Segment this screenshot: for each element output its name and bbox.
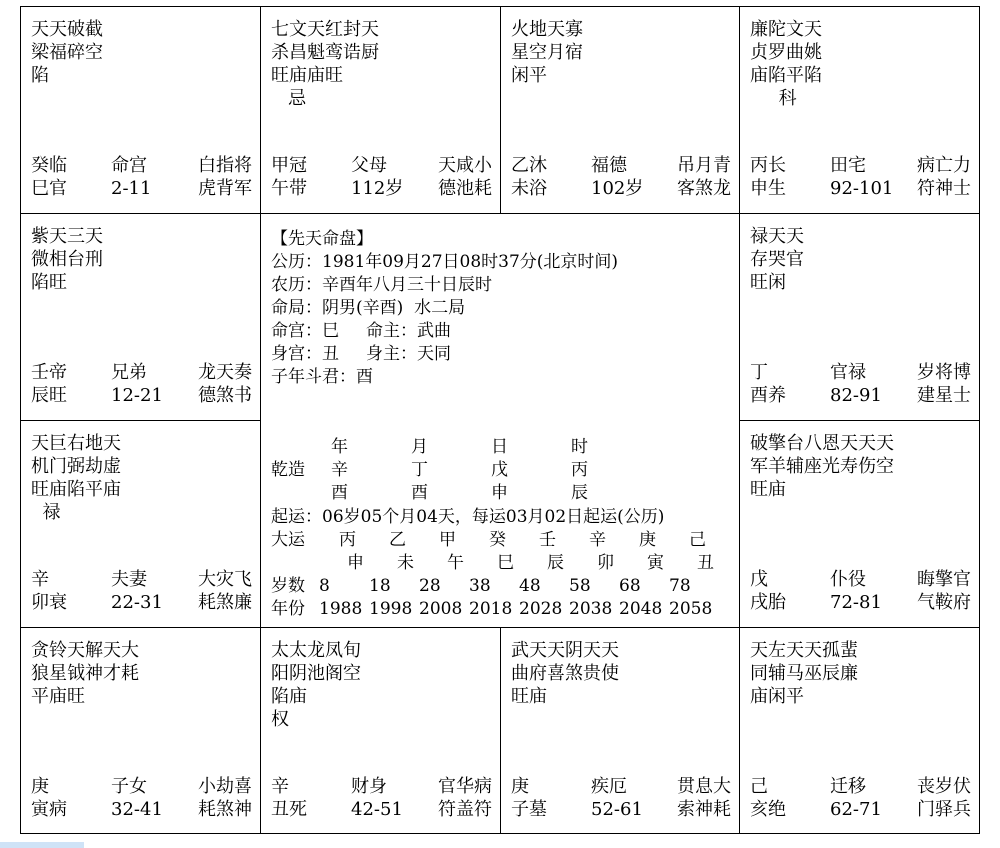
palace-minor-star: 丁 — [750, 362, 768, 383]
palace-name: 迁移 — [830, 776, 866, 797]
palace-star-line: 军羊辅座光寿伤空 — [750, 456, 894, 477]
palace-minor-star: 贯息大 — [677, 776, 731, 797]
palace-star-line: 旺庙陷平庙 — [31, 479, 121, 500]
palace-chou — [261, 628, 500, 833]
bazi-header: 时 — [571, 437, 588, 457]
palace-name: 官禄 — [830, 362, 866, 383]
dayun-dayun_branches: 寅 — [647, 553, 664, 573]
palace-star-line: 旺庙 — [750, 479, 786, 500]
center-panel — [261, 214, 739, 627]
palace-name: 夫妻 — [111, 569, 147, 590]
palace-minor-star: 病亡力 — [917, 155, 971, 176]
dayun-ages: 58 — [569, 576, 591, 596]
palace-star-line: 闲平 — [511, 65, 547, 86]
palace-you — [740, 214, 979, 420]
zinian-doujun: 子年斗君：酉 — [271, 367, 373, 387]
palace-name: 财身 — [351, 776, 387, 797]
palace-minor-star: 戌胎 — [750, 592, 786, 613]
bazi-stem: 辛 — [331, 460, 348, 480]
bazi-header: 日 — [491, 437, 508, 457]
dayun-ages: 8 — [319, 576, 330, 596]
palace-minor-star: 德池耗 — [438, 178, 492, 199]
palace-name: 福德 — [591, 155, 627, 176]
palace-minor-star: 子墓 — [511, 799, 547, 820]
palace-star-line: 存哭官 — [750, 249, 804, 270]
dayun-years: 2048 — [619, 599, 663, 619]
palace-minor-star: 庚 — [511, 776, 529, 797]
palace-minor-star: 白指将 — [198, 155, 252, 176]
dayun-years: 1998 — [369, 599, 413, 619]
dayun-dayun_branches: 申 — [347, 553, 364, 573]
dayun-ages: 78 — [669, 576, 691, 596]
palace-minor-star: 耗煞神 — [198, 799, 252, 820]
dayun-years: 2058 — [669, 599, 713, 619]
palace-minor-star: 乙沐 — [511, 155, 547, 176]
palace-minor-star: 丧岁伏 — [917, 776, 971, 797]
palace-wei — [501, 7, 739, 213]
palace-star-line: 陷旺 — [31, 272, 67, 293]
palace-star-line: 贞罗曲姚 — [750, 42, 822, 63]
palace-minor-star: 庚 — [31, 776, 49, 797]
palace-minor-star: 巳官 — [31, 178, 67, 199]
palace-minor-star: 寅病 — [31, 799, 67, 820]
palace-star-line: 天左天天孤蜚 — [750, 640, 858, 661]
palace-star-line: 微相台刑 — [31, 249, 103, 270]
palace-star-line: 旺庙 — [511, 686, 547, 707]
palace-star-line: 科 — [750, 88, 797, 109]
palace-minor-star: 晦擎官 — [917, 569, 971, 590]
minggong: 命宫：巳 命主：武曲 — [271, 321, 452, 341]
palace-xu — [740, 421, 979, 627]
palace-minor-star: 辰旺 — [31, 385, 67, 406]
palace-range: 112岁 — [351, 178, 404, 199]
dayun-dayun_branches: 未 — [397, 553, 414, 573]
dayun-dayun_stems: 庚 — [639, 530, 656, 550]
palace-minor-star: 虎背军 — [198, 178, 252, 199]
palace-star-line: 忌 — [271, 88, 307, 109]
palace-star-line: 陷庙 — [271, 686, 307, 707]
ziwei-chart — [20, 6, 980, 834]
palace-minor-star: 小劫喜 — [198, 776, 252, 797]
palace-star-line: 天天破截 — [31, 19, 103, 40]
palace-star-line: 太太龙凤旬 — [271, 640, 361, 661]
age-label: 岁数 — [271, 576, 305, 596]
palace-name: 仆役 — [830, 569, 866, 590]
mingju: 命局：阴男(辛酉) 水二局 — [271, 298, 466, 318]
palace-star-line: 庙闲平 — [750, 686, 804, 707]
palace-minor-star: 辛 — [271, 776, 289, 797]
palace-minor-star: 天咸小 — [438, 155, 492, 176]
bazi-stem: 戊 — [491, 460, 508, 480]
palace-minor-star: 龙天奏 — [198, 362, 252, 383]
palace-name: 子女 — [111, 776, 147, 797]
palace-minor-star: 己 — [750, 776, 768, 797]
palace-range: 52-61 — [591, 799, 643, 820]
palace-minor-star: 辛 — [31, 569, 49, 590]
palace-star-line: 禄天天 — [750, 226, 804, 247]
dayun-dayun_branches: 卯 — [597, 553, 614, 573]
palace-star-line: 星空月宿 — [511, 42, 583, 63]
bazi-header: 年 — [331, 437, 348, 457]
dayun-years: 2038 — [569, 599, 613, 619]
palace-star-line: 曲府喜煞贵使 — [511, 663, 619, 684]
dayun-label: 大运 — [271, 530, 305, 550]
palace-star-line: 平庙旺 — [31, 686, 85, 707]
palace-minor-star: 客煞龙 — [677, 178, 731, 199]
palace-range: 32-41 — [111, 799, 163, 820]
palace-star-line: 火地天寡 — [511, 19, 583, 40]
dayun-dayun_stems: 癸 — [489, 530, 506, 550]
palace-minor-star: 符盖符 — [438, 799, 492, 820]
gongli: 公历：1981年09月27日08时37分(北京时间) — [271, 252, 619, 272]
palace-minor-star: 丙长 — [750, 155, 786, 176]
nongli: 农历：辛酉年八月三十日辰时 — [271, 275, 492, 295]
dayun-ages: 18 — [369, 576, 391, 596]
palace-star-line: 禄 — [31, 502, 61, 523]
dayun-dayun_stems: 丙 — [339, 530, 356, 550]
palace-range: 42-51 — [351, 799, 403, 820]
bazi-branche: 辰 — [571, 483, 588, 503]
palace-star-line: 杀昌魁鸾诰厨 — [271, 42, 379, 63]
palace-shen — [740, 7, 979, 213]
palace-name: 疾厄 — [591, 776, 627, 797]
palace-star-line: 同辅马巫辰廉 — [750, 663, 858, 684]
dayun-years: 2008 — [419, 599, 463, 619]
palace-minor-star: 午带 — [271, 178, 307, 199]
bazi-branche: 酉 — [411, 483, 428, 503]
palace-minor-star: 甲冠 — [271, 155, 307, 176]
palace-range: 22-31 — [111, 592, 163, 613]
palace-star-line: 破擎台八恩天天天 — [750, 433, 894, 454]
palace-star-line: 贪铃天解天大 — [31, 640, 139, 661]
shengong: 身宫：丑 身主：天同 — [271, 344, 452, 364]
palace-range: 62-71 — [830, 799, 882, 820]
palace-range: 12-21 — [111, 385, 163, 406]
dayun-years: 1988 — [319, 599, 363, 619]
palace-minor-star: 未浴 — [511, 178, 547, 199]
palace-minor-star: 建星士 — [917, 385, 971, 406]
palace-minor-star: 亥绝 — [750, 799, 786, 820]
palace-minor-star: 岁将博 — [917, 362, 971, 383]
palace-minor-star: 官华病 — [438, 776, 492, 797]
dayun-dayun_branches: 巳 — [497, 553, 514, 573]
palace-minor-star: 吊月青 — [677, 155, 731, 176]
palace-star-line: 天巨右地天 — [31, 433, 121, 454]
palace-minor-star: 丑死 — [271, 799, 307, 820]
palace-star-line: 阳阴池阁空 — [271, 663, 361, 684]
palace-minor-star: 壬帝 — [31, 362, 67, 383]
palace-range: 72-81 — [830, 592, 882, 613]
palace-yin — [21, 628, 260, 833]
bazi-branche: 酉 — [331, 483, 348, 503]
palace-minor-star: 耗煞廉 — [198, 592, 252, 613]
palace-name: 命宫 — [111, 155, 147, 176]
palace-star-line: 廉陀文天 — [750, 19, 822, 40]
palace-minor-star: 卯衰 — [31, 592, 67, 613]
palace-range: 2-11 — [111, 178, 152, 199]
dayun-dayun_branches: 午 — [447, 553, 464, 573]
dayun-dayun_branches: 辰 — [547, 553, 564, 573]
palace-star-line: 梁福碎空 — [31, 42, 103, 63]
palace-star-line: 武天天阴天天 — [511, 640, 619, 661]
palace-name: 父母 — [351, 155, 387, 176]
dayun-dayun_stems: 壬 — [539, 530, 556, 550]
bottom-scroll-tab — [0, 842, 84, 848]
palace-minor-star: 戊 — [750, 569, 768, 590]
palace-minor-star: 申生 — [750, 178, 786, 199]
palace-range: 102岁 — [591, 178, 644, 199]
bazi-label: 乾造 — [271, 460, 305, 480]
palace-hai — [740, 628, 979, 833]
palace-star-line: 庙陷平陷 — [750, 65, 822, 86]
dayun-years: 2018 — [469, 599, 513, 619]
dayun-ages: 28 — [419, 576, 441, 596]
palace-star-line: 旺庙庙旺 — [271, 65, 343, 86]
palace-range: 92-101 — [830, 178, 894, 199]
palace-star-line: 机门弼劫虚 — [31, 456, 121, 477]
palace-star-line: 陷 — [31, 65, 49, 86]
palace-mao — [21, 421, 260, 627]
palace-minor-star: 德煞书 — [198, 385, 252, 406]
dayun-dayun_stems: 己 — [689, 530, 706, 550]
bazi-header: 月 — [411, 437, 428, 457]
palace-star-line: 权 — [271, 709, 289, 730]
palace-minor-star: 门驿兵 — [917, 799, 971, 820]
palace-wu — [261, 7, 500, 213]
dayun-ages: 68 — [619, 576, 641, 596]
palace-name: 田宅 — [830, 155, 866, 176]
bazi-branche: 申 — [491, 483, 508, 503]
dayun-dayun_stems: 乙 — [389, 530, 406, 550]
dayun-dayun_branches: 丑 — [697, 553, 714, 573]
palace-si — [21, 7, 260, 213]
palace-star-line: 七文天红封天 — [271, 19, 379, 40]
palace-star-line: 狼星钺神才耗 — [31, 663, 139, 684]
dayun-ages: 48 — [519, 576, 541, 596]
palace-star-line: 紫天三天 — [31, 226, 103, 247]
year-label: 年份 — [271, 599, 305, 619]
bazi-stem: 丁 — [411, 460, 428, 480]
dayun-dayun_stems: 辛 — [589, 530, 606, 550]
qiyun: 起运：06岁05个月04天，每运03月02日起运(公历) — [271, 507, 665, 527]
center-title: 【先天命盘】 — [271, 229, 373, 249]
palace-name: 兄弟 — [111, 362, 147, 383]
palace-star-line: 旺闲 — [750, 272, 786, 293]
palace-minor-star: 酉养 — [750, 385, 786, 406]
palace-minor-star: 大灾飞 — [198, 569, 252, 590]
palace-range: 82-91 — [830, 385, 882, 406]
palace-minor-star: 索神耗 — [677, 799, 731, 820]
palace-minor-star: 符神士 — [917, 178, 971, 199]
bazi-stem: 丙 — [571, 460, 588, 480]
palace-chen — [21, 214, 260, 420]
palace-zi — [501, 628, 739, 833]
dayun-dayun_stems: 甲 — [439, 530, 456, 550]
dayun-years: 2028 — [519, 599, 563, 619]
palace-minor-star: 癸临 — [31, 155, 67, 176]
dayun-ages: 38 — [469, 576, 491, 596]
palace-minor-star: 气鞍府 — [917, 592, 971, 613]
